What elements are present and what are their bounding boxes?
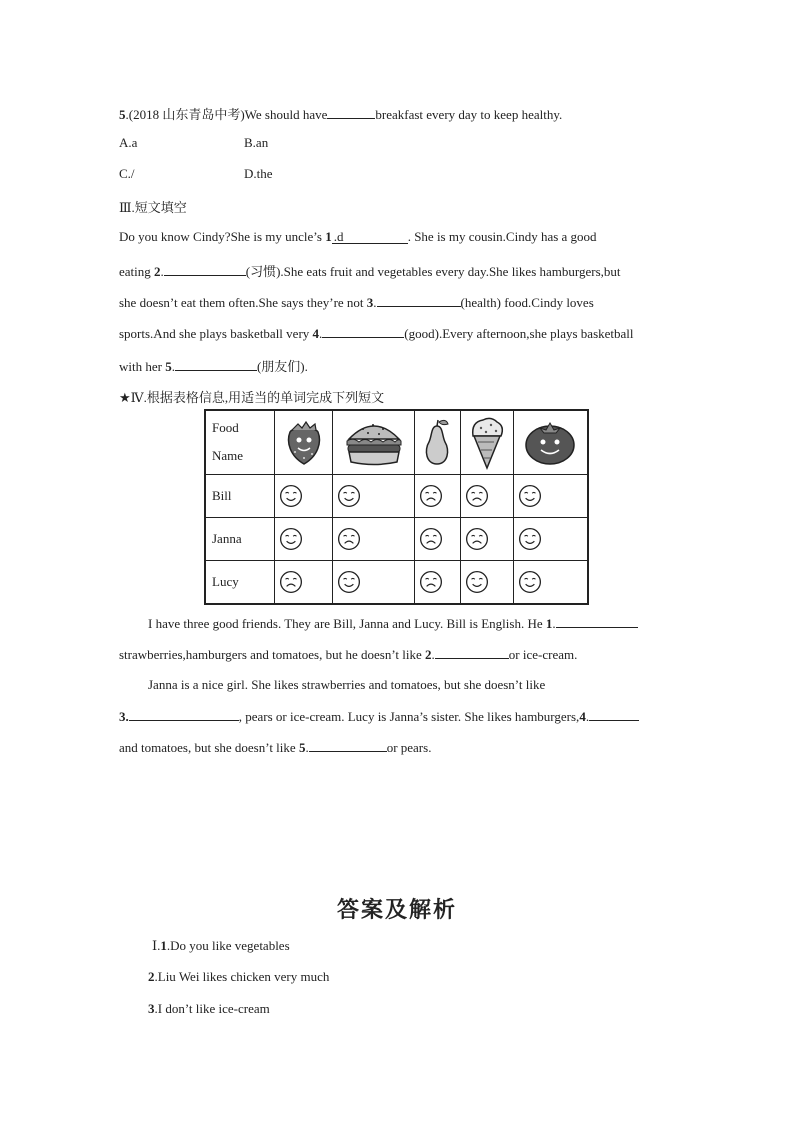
- section3-line-2: eating 2. (习惯).She eats fruit and vegetables every day.She likes hamburgers,but: [119, 264, 621, 279]
- smile-face-icon: [337, 484, 361, 508]
- option-a: A.a: [119, 135, 138, 150]
- smile-face-icon: [518, 484, 542, 508]
- face-cell: [460, 474, 513, 517]
- face-cell: [513, 561, 588, 604]
- section3-title: Ⅲ.短文填空: [119, 200, 187, 215]
- row-name: Bill: [205, 474, 275, 517]
- blank[interactable]: [175, 358, 257, 371]
- face-cell: [333, 474, 415, 517]
- pear-icon: [415, 410, 460, 474]
- answer-1: Ⅰ.1.Do you like vegetables: [152, 938, 290, 953]
- face-cell: [415, 561, 460, 604]
- smile-face-icon: [337, 570, 361, 594]
- blank[interactable]: [164, 263, 246, 276]
- smile-face-icon: [518, 570, 542, 594]
- sad-face-icon: [279, 570, 303, 594]
- answer-blank[interactable]: .d: [332, 231, 408, 244]
- smile-face-icon: [465, 570, 489, 594]
- passage-line-5: and tomatoes, but she doesn’t like 5. or pears.: [119, 740, 432, 755]
- face-cell: [460, 518, 513, 561]
- blank[interactable]: [322, 325, 404, 338]
- section3-line-4: sports.And she plays basketball very 4. (good).Every afternoon,she plays basketball: [119, 326, 634, 341]
- blank[interactable]: [129, 708, 239, 721]
- face-cell: [513, 518, 588, 561]
- sad-face-icon: [419, 484, 443, 508]
- smile-face-icon: [518, 527, 542, 551]
- table-row: [205, 474, 588, 517]
- sad-face-icon: [465, 527, 489, 551]
- answer-2: 2.Liu Wei likes chicken very much: [148, 969, 330, 984]
- option-b: B.an: [244, 135, 269, 150]
- ice-cream-icon: [460, 410, 513, 474]
- blank[interactable]: [589, 708, 639, 721]
- face-cell: [275, 474, 333, 517]
- blank[interactable]: [327, 106, 375, 119]
- hamburger-icon: [333, 410, 415, 474]
- section3-line-1: Do you know Cindy?She is my uncle’s 1 .d . She is my cousin.Cindy has a good: [119, 229, 597, 244]
- section3-line-3: she doesn’t eat them often.She says they’re not 3. (health) food.Cindy loves: [119, 295, 594, 310]
- sad-face-icon: [337, 527, 361, 551]
- sad-face-icon: [419, 570, 443, 594]
- smile-face-icon: [279, 527, 303, 551]
- section3-line-5: with her 5. (朋友们).: [119, 359, 308, 374]
- blank[interactable]: [556, 615, 638, 628]
- row-name: Lucy: [205, 561, 275, 604]
- face-cell: [275, 518, 333, 561]
- answer-3: 3.I don’t like ice-cream: [148, 1001, 270, 1016]
- face-cell: [333, 561, 415, 604]
- answers-title: 答案及解析: [336, 897, 457, 922]
- face-cell: [460, 561, 513, 604]
- passage-line-4: 3. , pears or ice-cream. Lucy is Janna’s sister. She likes hamburgers,4.: [119, 708, 639, 725]
- passage-line-1: I have three good friends. They are Bill, Janna and Lucy. Bill is English. He 1.: [148, 615, 638, 632]
- sad-face-icon: [419, 527, 443, 551]
- face-cell: [415, 474, 460, 517]
- face-cell: [513, 474, 588, 517]
- face-cell: [415, 518, 460, 561]
- blank[interactable]: [435, 646, 509, 659]
- table-row: [205, 561, 588, 604]
- passage-line-2: strawberries,hamburgers and tomatoes, but he doesn’t like 2. or ice-cream.: [119, 647, 578, 662]
- face-cell: [333, 518, 415, 561]
- strawberry-icon: [275, 410, 333, 474]
- face-cell: [275, 561, 333, 604]
- header-label: Food Name: [205, 410, 275, 474]
- option-d: D.the: [244, 166, 273, 181]
- passage-line-3: Janna is a nice girl. She likes strawberries and tomatoes, but she doesn’t like: [148, 677, 546, 692]
- food-preference-table: [204, 409, 589, 605]
- blank[interactable]: [377, 294, 461, 307]
- smile-face-icon: [279, 484, 303, 508]
- tomato-icon: [513, 410, 588, 474]
- table-row: [205, 518, 588, 561]
- sad-face-icon: [465, 484, 489, 508]
- section4-title: ★Ⅳ.根据表格信息,用适当的单词完成下列短文: [119, 390, 385, 405]
- row-name: Janna: [205, 518, 275, 561]
- blank[interactable]: [309, 739, 387, 752]
- q5-stem: 5.(2018 山东青岛中考)We should have breakfast every day to keep healthy.: [119, 107, 563, 122]
- option-c: C./: [119, 166, 135, 181]
